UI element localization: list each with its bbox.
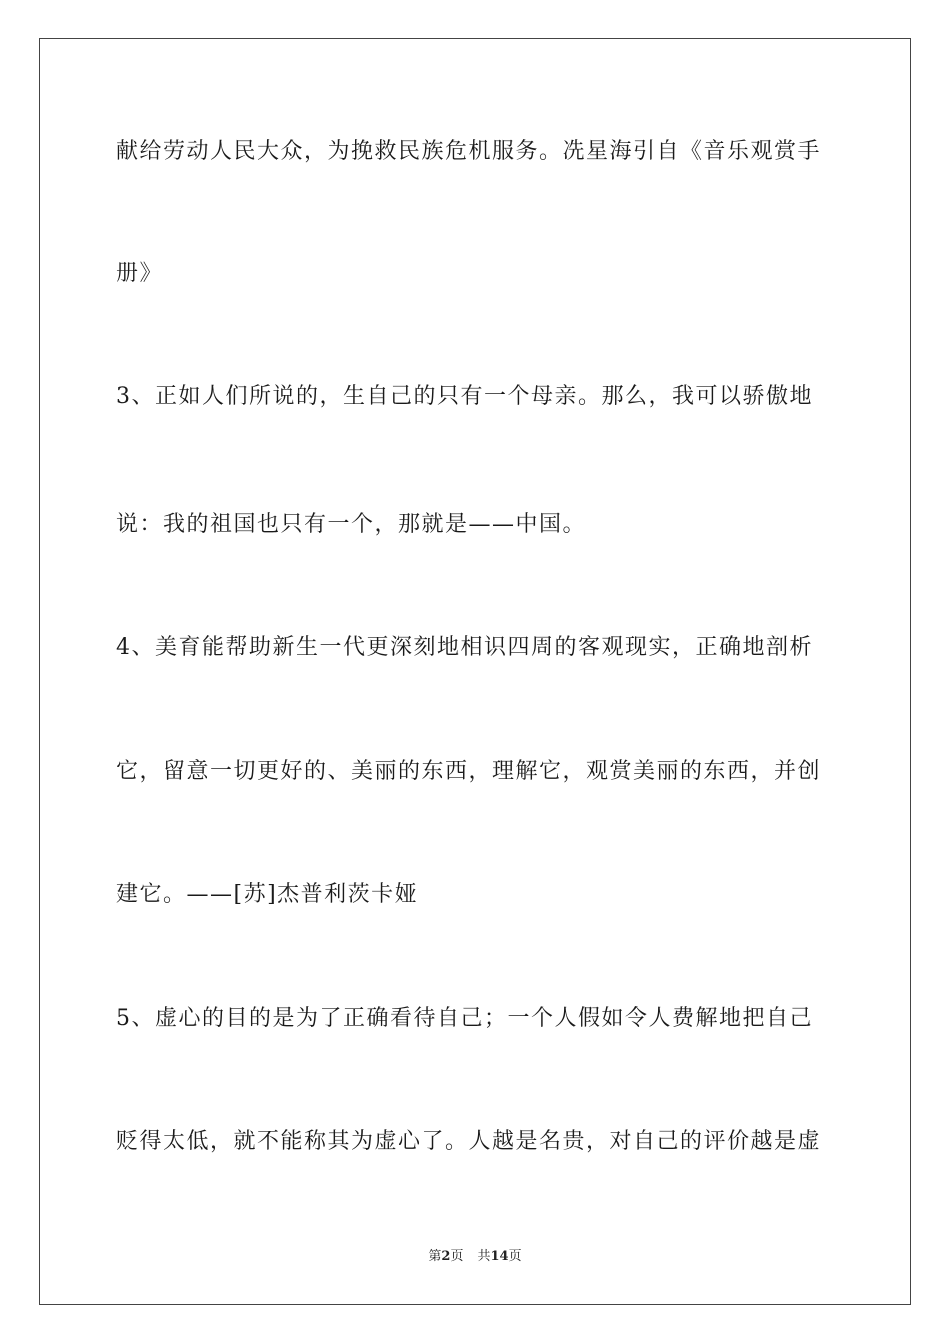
total-label-prefix: 共 — [477, 1249, 491, 1264]
body-text-line: 献给劳动人民大众，为挽救民族危机服务。冼星海引自《音乐观赏手 — [116, 139, 822, 164]
body-text-line: 贬得太低，就不能称其为虚心了。人越是名贵，对自己的评价越是虚 — [116, 1129, 822, 1154]
body-text-line: 说：我的祖国也只有一个，那就是——中国。 — [116, 512, 587, 537]
current-page-number: 2 — [441, 1249, 451, 1264]
body-text-line: 建它。——[苏]杰普利茨卡娅 — [116, 882, 419, 907]
page-border — [39, 38, 911, 1305]
page-footer — [0, 1248, 950, 1266]
total-page-count: 14 — [490, 1249, 509, 1264]
body-text-line: 3、正如人们所说的，生自己的只有一个母亲。那么，我可以骄傲地 — [116, 384, 813, 409]
body-text-line: 册》 — [116, 261, 164, 286]
page-label-suffix: 页 — [450, 1249, 464, 1264]
body-text-line: 4、美育能帮助新生一代更深刻地相识四周的客观现实，正确地剖析 — [116, 635, 813, 660]
body-text-line: 5、虚心的目的是为了正确看待自己；一个人假如令人费解地把自己 — [116, 1006, 813, 1031]
body-text-line: 它，留意一切更好的、美丽的东西，理解它，观赏美丽的东西，并创 — [116, 759, 822, 784]
page-label-prefix: 第 — [428, 1249, 442, 1264]
total-label-suffix: 页 — [508, 1249, 522, 1264]
